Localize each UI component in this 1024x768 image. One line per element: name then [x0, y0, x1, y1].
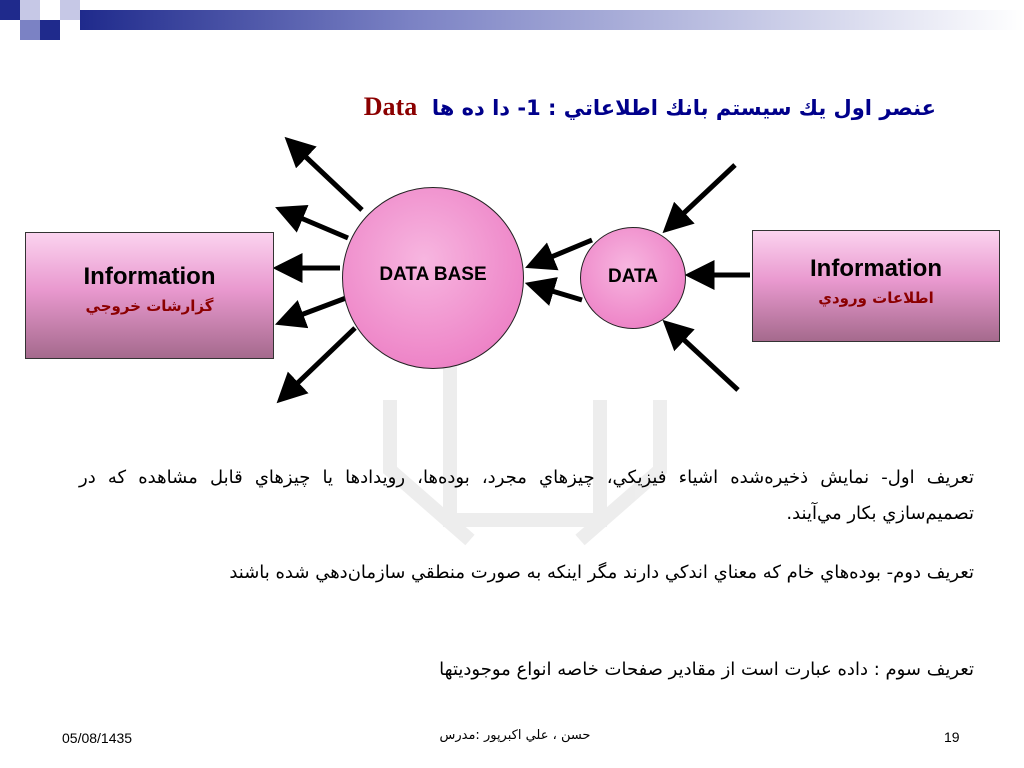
title-latin: Data — [363, 92, 418, 121]
footer-author: حسن ، علي اكبرپور :مدرس — [439, 728, 591, 743]
data-circle — [580, 227, 686, 329]
output-information-box — [25, 232, 274, 359]
definition-2: تعريف دوم- بوده‌هاي خام كه معناي اندكي دارند مگر اينكه به صورت منطقي سازمان‌دهي شده باشند — [229, 562, 974, 583]
database-label: DATA BASE — [379, 264, 487, 285]
output-box-label: Information — [83, 263, 216, 290]
database-circle — [342, 187, 524, 369]
definition-1: تعريف اول- نمايش ذخيره‌شده اشياء فيزيكي، چيزهاي مجرد، بوده‌ها، رويدادها يا چيزهاي قابل مشاهده كه در تصميم‌سازي بكار مي‌آيند. — [79, 467, 974, 524]
output-arrow — [290, 142, 362, 210]
title-persian: عنصر اول يك سيستم بانك اطلاعاتي : 1- دا ده ها — [431, 96, 936, 120]
input-information-box — [752, 230, 1000, 342]
data-label: DATA — [608, 266, 658, 287]
output-arrow — [282, 210, 348, 238]
footer-date: 05/08/1435 — [62, 730, 133, 746]
input-box-label: Information — [810, 255, 942, 282]
data-to-db-arrow — [532, 285, 582, 300]
input-box-sublabel: اطلاعات ورودي — [818, 289, 934, 307]
input-arrow — [668, 325, 738, 390]
input-arrow — [668, 165, 735, 228]
definition-3: تعريف سوم : داده عبارت است از مقادير صفحات خاصه انواع موجوديتها — [439, 659, 974, 680]
output-arrow — [282, 328, 355, 398]
page-number: 19 — [944, 729, 960, 745]
output-box-sublabel: گزارشات خروجي — [85, 297, 214, 315]
output-arrow — [282, 298, 346, 322]
